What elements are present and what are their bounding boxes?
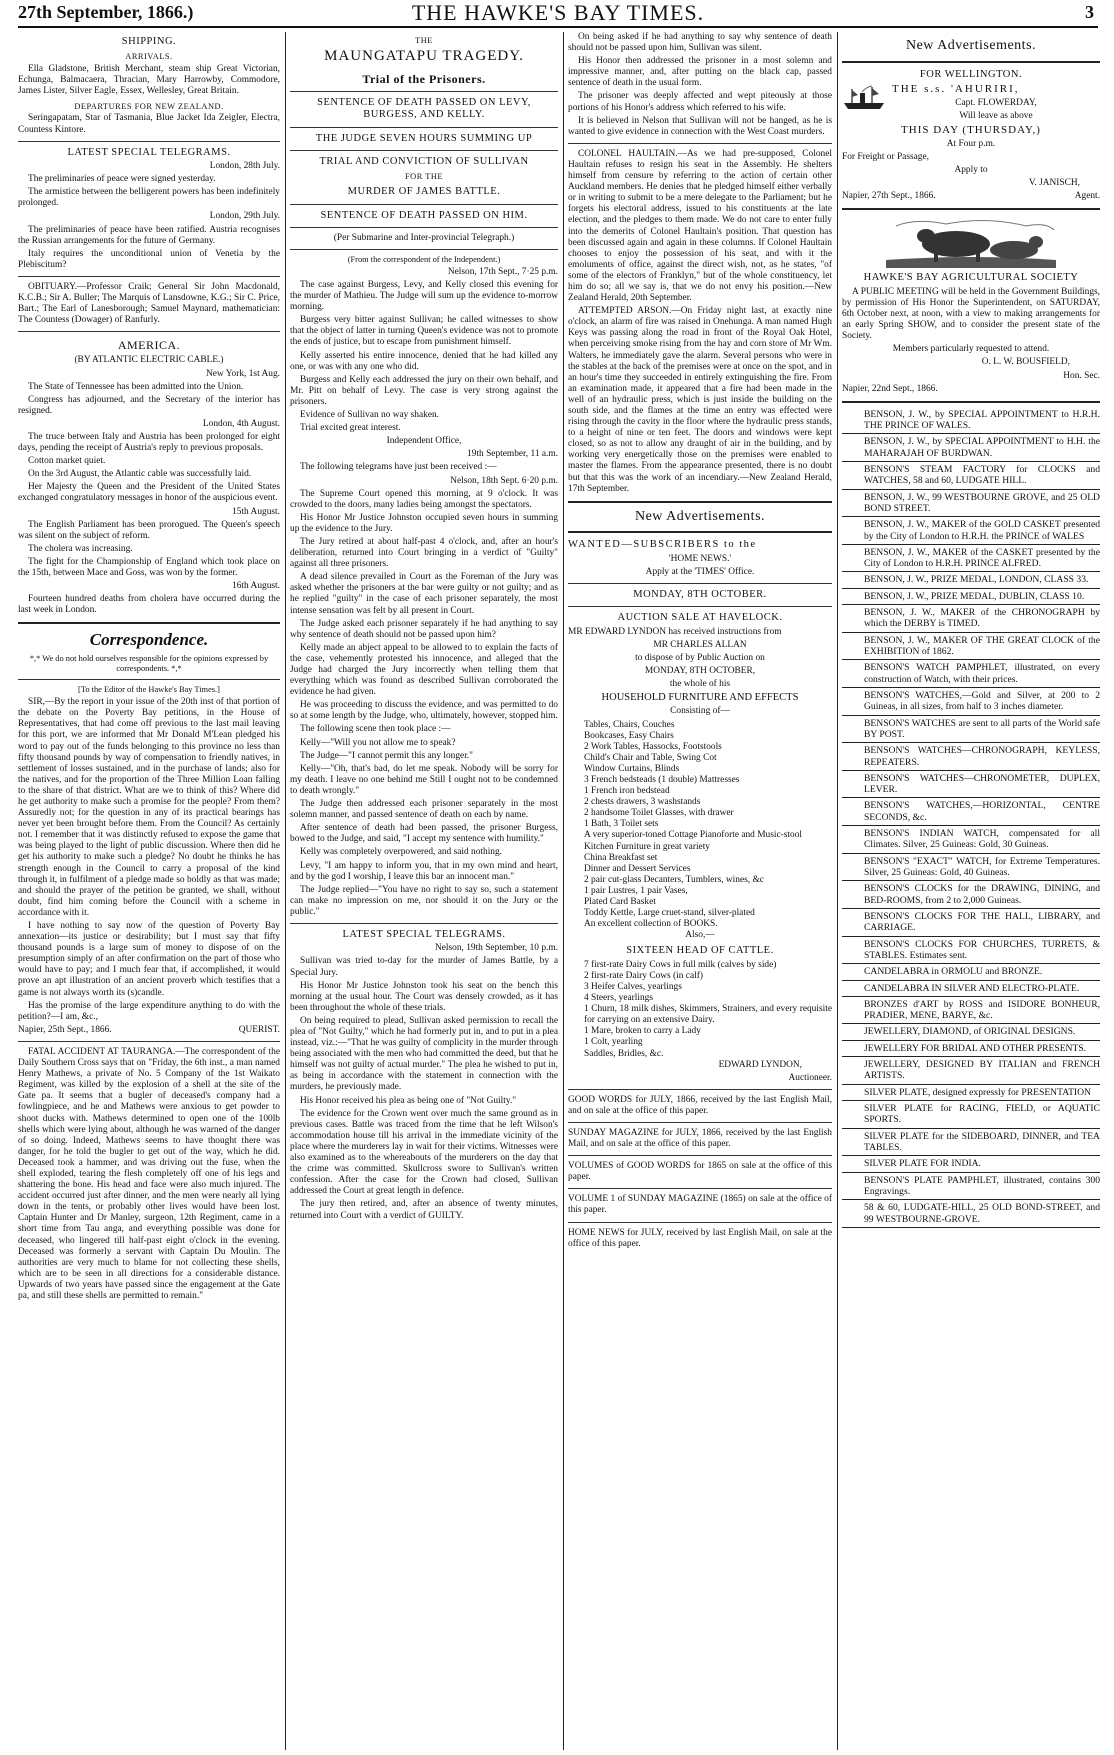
column-rule (563, 32, 564, 1750)
auction-text: the whole of his (669, 678, 731, 689)
paragraph: The case against Burgess, Levy, and Kelly closed this evening for the murder of Mathieu. The Judge will sum up the evidence to-morrow morning. (290, 280, 558, 313)
cattle-item: 2 first-rate Dairy Cows (in calf) (584, 970, 703, 981)
telegrams-heading: LATEST SPECIAL TELEGRAMS. (342, 928, 506, 940)
paragraph: The fight for the Championship of England which took place on the 15th, between Mace and Goss, was won by the former. (18, 556, 280, 578)
divider (290, 923, 558, 924)
cattle-item: 3 Heifer Calves, yearlings (584, 981, 682, 992)
divider (290, 227, 558, 228)
benson-ad-item: BRONZES d'ART by ROSS and ISIDORE BONHEUR, PRADIER, MENE, BARYE, &c. (842, 999, 1100, 1025)
paragraph: Her Majesty the Queen and the President of the United States exchanged congratulatory messages in honor of the auspicious event. (18, 482, 280, 504)
paragraph: Cotton market quiet. (28, 456, 106, 467)
arson-text: ATTEMPTED ARSON.—On Friday night last, at exactly nine o'clock, an alarm of fire was raised in Onehunga. A man named Hugh Keys was passing along the road in front of the Royal Oak Hotel, when perceiving smoke rising from the hay and corn store of Mr Wm. Walters, he immediately gave the alarm. Several persons who were in the stables at the back of the premises were at once on the spot, and in an hour's time they succeeded in entirely extinguishing the fire. From an examination made, it appeared that a fire had been made in the well of an hydraulic press, which is just inside the building on the south side, and the flames at the time an entry was effected were rising through the cavity in the floor where the hydraulic press stands, to a height of nine or ten feet. The doors and windows were kept closed, so as not to allow any draught of air in the building, and by working very energetically those on the premises were enabled to master the flames. From the appearance presented, there is no doubt but that this was the work of an incendiary.—New Zealand Herald, 17th September. (568, 306, 832, 494)
benson-ad-item: JEWELLERY, DESIGNED BY ITALIAN and FRENCH ARTISTS. (842, 1059, 1100, 1085)
benson-ad-item: BENSON, J. W., MAKER of the GOLD CASKET presented by the City of London to H.R.H. the PRINCE of WALES (842, 519, 1100, 545)
benson-ad-item: BENSON'S CLOCKS FOR CHURCHES, TURRETS, & STABLES. Estimates sent. (842, 939, 1100, 965)
divider (568, 501, 832, 503)
paragraph: Fourteen hundred deaths from cholera have occurred during the last week in London. (18, 594, 280, 616)
divider (568, 531, 832, 533)
paragraph: Burgess and Kelly each addressed the jury on their own behalf, and Mr. Pitt on behalf of Levy. The case is very strong against the prisoners. (290, 374, 558, 407)
cattle-item: 1 Colt, yearling (584, 1037, 643, 1048)
auction-items-list (568, 720, 832, 931)
subheading: THE JUDGE SEVEN HOURS SUMMING UP (315, 132, 533, 144)
steamer-date: Napier, 27th Sept., 1866. (842, 191, 936, 202)
auction-item: 2 handsome Toilet Glasses, with drawer (584, 808, 734, 819)
benson-ad-item: SILVER PLATE, designed expressly for PRESENTATION (842, 1087, 1100, 1101)
paragraph: Levy, "I am happy to inform you, that in my own mind and heart, and by the god I worship, I leave this bar an innocent man." (290, 860, 558, 882)
divider (18, 679, 280, 680)
paragraph: It is believed in Nelson that Sullivan will not be hanged, as he is wanted to give evidence in connection with the West Coast murders. (568, 115, 832, 137)
auction-item: 1 French iron bedstead (584, 786, 670, 797)
newspaper-title: THE HAWKE'S BAY TIMES. (411, 0, 705, 25)
auction-text: to dispose of by Public Auction on (635, 652, 765, 663)
dateline: New York, 1st Aug. (206, 368, 280, 379)
divider (18, 331, 280, 332)
auction-client: MR CHARLES ALLAN (653, 639, 747, 650)
paragraph: On the 3rd August, the Atlantic cable was successfully laid. (28, 469, 252, 480)
benson-ad-item: BENSON'S WATCHES,—HORIZONTAL, CENTRE SECONDS, &c. (842, 800, 1100, 826)
article-title: MAUNGATAPU TRAGEDY. (324, 47, 524, 64)
paragraph: The Jury retired at about half-past 4 o'clock, and, after an hour's deliberation, returned into Court bringing in a verdict of "Guilty" against all three prisoners. (290, 536, 558, 570)
divider (290, 204, 558, 205)
divider (842, 61, 1100, 63)
auction-item: An excellent collection of BOOKS. (584, 919, 718, 930)
divider (568, 143, 832, 144)
divider (568, 1122, 832, 1123)
steamship-icon (842, 85, 886, 111)
telegrams-heading: LATEST SPECIAL TELEGRAMS. (67, 146, 231, 158)
paragraph: His Honor Mr Justice Johnston took his seat on the bench this morning at the usual hour. The Court was densely crowded, as it has been throughout the whole of these trials. (290, 980, 558, 1013)
paragraph: Congress has adjourned, and the Secretary of the interior has resigned. (18, 394, 280, 416)
wanted-ad-paper: 'HOME NEWS.' (668, 553, 732, 564)
dateline: Nelson, 18th Sept. 6·20 p.m. (450, 475, 558, 486)
america-subheading: (BY ATLANTIC ELECTRIC CABLE.) (74, 355, 224, 366)
livestock-engraving-icon (886, 216, 1056, 268)
divider (18, 622, 280, 624)
auction-subject: HOUSEHOLD FURNITURE AND EFFECTS (601, 692, 799, 704)
paragraph: SIR,—By the report in your issue of the 20th inst of that portion of the debate on the Poverty Bay petitions, in the House of Representatives, that had come off previous to the last mail leaving for this port, we are informed that Mr Donald M'Lean pledged his word to pay out of the funds belonging to this province no less than fifty thousand pounds by way of compensation to friendly natives, in settlement of losses sustained, and in the purchase of lands; also for the natives, and for the proportion of the Three Million Loan falling to the share of that district. What are we to think of this? Where did he get authority to make such a promise for the people? From them? Assuredly not; for the question in any of its practical bearings has never yet been brought before them. From the Council? As certainly not. I remember that it was distinctly refused to expose the game that was being played to the light of public discussion. Where then did he get his authority to make such a pledge? No doubt he thinks he has strength enough in the Council to carry a proposal of the kind through it, in fulfilment of a pledge made so boldly as that was made; and should the prayer of the petition be granted, we shall, without doubt, find him coming before the Council with a scheme in accordance with it. (18, 697, 280, 918)
paragraph: The preliminaries of peace were signed yesterday. (28, 174, 216, 185)
auction-item: 2 chests drawers, 3 washstands (584, 797, 701, 808)
agricultural-society-heading: HAWKE'S BAY AGRICULTURAL SOCIETY (863, 272, 1079, 284)
auction-item: Dinner and Dessert Services (584, 863, 691, 874)
steamer-agent-line (842, 191, 1100, 202)
signature: QUERIST. (238, 1024, 280, 1035)
paragraph: The Judge replied—"You have no right to say so, such a statement can make no impression on me, nor should it on the Jury or the public." (290, 884, 558, 917)
paragraph: Kelly—"Oh, that's bad, do let me speak. Nobody will be sorry for my death. I leave no one behind me Still I ought not to be condemned to death wrongly." (290, 763, 558, 796)
auctioneer-name: EDWARD LYNDON, (718, 1059, 802, 1070)
divider (842, 208, 1100, 210)
paragraph: The State of Tennessee has been admitted into the Union. (28, 381, 244, 392)
benson-ad-item: BENSON'S WATCHES,—Gold and Silver, at 200 to 2 Guineas, in all sizes, from half to 3 inches diameter. (842, 690, 1100, 716)
benson-advertisements (842, 409, 1100, 1228)
home-news-ad: HOME NEWS for JULY, received by last English Mail, on sale at the office of this paper. (568, 1227, 832, 1249)
benson-ad-item: JEWELLERY FOR BRIDAL AND OTHER PRESENTS. (842, 1043, 1100, 1057)
paragraph: The Supreme Court opened this morning, at 9 o'clock. It was crowded to the doors, many ladies being amongst the spectators. (290, 488, 558, 510)
auction-item: Bookcases, Easy Chairs (584, 730, 674, 741)
correspondence-to: [To the Editor of the Hawke's Bay Times.] (78, 685, 220, 695)
paragraph: Trial excited great interest. (300, 423, 401, 434)
auction-intro: MR EDWARD LYNDON has received instructions from (568, 626, 782, 637)
dateline: Independent Office, (386, 436, 462, 447)
subheading: TRIAL AND CONVICTION OF SULLIVAN (319, 155, 529, 167)
america-heading: AMERICA. (117, 338, 181, 353)
wanted-ad: WANTED—SUBSCRIBERS to the (568, 539, 757, 551)
paragraph: The armistice between the belligerent powers has been indefinitely prolonged. (18, 187, 280, 209)
steamer-captain: Capt. FLOWERDAY, (955, 97, 1037, 108)
benson-ad-item: SILVER PLATE for RACING, FIELD, or AQUATIC SPORTS. (842, 1103, 1100, 1129)
cattle-list (568, 960, 832, 1060)
paragraph: I have nothing to say now of the question of Poverty Bay annexation—its justice or desirability; but I must say that fifty thousand pounds is a large sum of money to dispose of on the presumption simply of an after confirmation on the part of those who would have to pay; and I much fear that, if accomplished, it would prove an apt illustration of an ancient proverb which testifies that a game is not always worth its (s)candle. (18, 921, 280, 998)
paragraph: The jury then retired, and, after an absence of twenty minutes, returned into Court with a verdict of GUILTY. (290, 1199, 558, 1221)
dateline: 15th August. (232, 506, 280, 517)
paragraph: Kelly—"Will you not allow me to speak? (300, 737, 456, 748)
benson-ad-item: BENSON, J. W., MAKER of the CASKET presented by the City of London to H.R.H. PRINCE ALFRED. (842, 547, 1100, 573)
divider (290, 91, 558, 92)
benson-ad-item: BENSON, J. W., PRIZE MEDAL, DUBLIN, CLASS 10. (842, 591, 1100, 605)
for-wellington-heading: FOR WELLINGTON. (919, 68, 1023, 80)
steamer-apply: Apply to (954, 165, 988, 176)
subheading: FOR THE (404, 172, 443, 182)
paragraph: His Honor then addressed the prisoner in a most solemn and impressive manner, and, after putting on the black cap, passed sentence of death in the usual form. (568, 56, 832, 89)
auction-item: 1 Bath, 3 Toilet sets (584, 819, 659, 830)
subheading: (Per Submarine and Inter-provincial Telegraph.) (333, 232, 515, 243)
paragraph: Italy requires the unconditional union of Venetia by the Plebiscitum? (18, 248, 280, 270)
cattle-item: 4 Steers, yearlings (584, 993, 653, 1004)
paragraph: Burgess very bitter against Sullivan; he called witnesses to show that the object of latter in turning Queen's evidence was not to promote the ends of justice, but to escape from punishment himself. (290, 315, 558, 348)
paragraph: The evidence for the Crown went over much the same ground as in previous cases. Battle was traced from the time that he left Wilson's accommodation house till his arrival in the immediate vicinity of the place where the murderers lay in wait for their victims. Witnesses were also examined as to the whereabouts of the murderers on the day that the crime was committed. Skullcross swore to Sullivan's written confession. After the case for the Crown had closed, Sullivan addressed the Court at great length in defence. (290, 1108, 558, 1197)
dateline: 16th August. (232, 581, 280, 592)
column-4 (842, 32, 1100, 1750)
good-words-ad: GOOD WORDS for JULY, 1866, received by the last English Mail, and on sale at the office of this paper. (568, 1094, 832, 1116)
auction-item: Kitchen Furniture in great variety (584, 841, 710, 852)
paragraph: Has the promise of the large expenditure anything to do with the petition?—I am, &c., (18, 1000, 280, 1022)
volume1-ad: VOLUME 1 of SUNDAY MAGAZINE (1865) on sale at the office of this paper. (568, 1194, 832, 1216)
auction-text: Consisting of— (670, 706, 730, 717)
correspondence-note: *,* We do not hold ourselves responsible for the opinions expressed by correspondents. *,* (29, 654, 269, 674)
paragraph: The truce between Italy and Austria has been prolonged for eight days, pending the receipt of Austria's reply to previous proposals. (18, 431, 280, 454)
secretary-name: O. L. W. BOUSFIELD, (981, 357, 1070, 368)
subheading: SENTENCE OF DEATH PASSED ON LEVY, BURGESS, AND KELLY. (317, 96, 531, 121)
column-rule (837, 32, 838, 1750)
paragraph: The cholera was increasing. (28, 543, 133, 554)
divider (568, 1188, 832, 1189)
benson-ad-item: BENSON, J. W., 99 WESTBOURNE GROVE, and 25 OLD BOND STREET. (842, 492, 1100, 518)
column-1 (18, 32, 280, 1750)
agricultural-society-date: Napier, 22nd Sept., 1866. (842, 383, 938, 394)
auction-item: Window Curtains, Blinds (584, 763, 680, 774)
divider (18, 276, 280, 277)
benson-ad-item: BENSON, J. W., MAKER OF THE GREAT CLOCK of the EXHIBITION of 1862. (842, 635, 1100, 661)
volumes-ad: VOLUMES of GOOD WORDS for 1865 on sale at the office of this paper. (568, 1161, 832, 1183)
divider (568, 606, 832, 607)
divider (18, 1041, 280, 1042)
agricultural-society-note: Members particularly requested to attend. (892, 344, 1050, 355)
paragraph: A dead silence prevailed in Court as the Foreman of the Jury was asked whether the prisoners at the bar were guilty or not guilty; and as he replied "guilty" in the case of each prisoner separately, the most intense sensation was felt by all present in Court. (290, 572, 558, 616)
steamer-agent-name: V. JANISCH, (1028, 178, 1080, 189)
auction-item: 3 French bedsteads (1 double) Mattresses (584, 774, 740, 785)
dateline: London, 4th August. (202, 418, 280, 429)
column-3 (568, 32, 832, 1750)
benson-ad-item: BENSON'S CLOCKS for the DRAWING, DINING, and BED-ROOMS, from 2 to 2,000 Guineas. (842, 883, 1100, 909)
divider (290, 249, 558, 250)
divider (842, 401, 1100, 403)
paragraph: His Honor received his plea as being one of "Not Guilty." (300, 1095, 517, 1106)
obituary-text: OBITUARY.—Professor Craik; General Sir John Macdonald, K.C.B.; Sir A. Buller; The Marquis of Lansdowne, K.G.; Sir C. Price, Bart.; The Earl of Lanesborough; Samuel Maynard, mathematician: The Countess (Dowager) of Ranfurly. (18, 281, 280, 326)
cattle-item: 1 Mare, broken to carry a Lady (584, 1026, 701, 1037)
column-rule (285, 32, 286, 1750)
secretary-title: Hon. Sec. (1063, 370, 1100, 381)
benson-ad-item: SILVER PLATE FOR INDIA. (842, 1158, 1100, 1172)
paragraph: The following telegrams have just been received :— (300, 462, 497, 473)
paragraph: The Judge then addressed each prisoner separately in the most solemn manner, and passed sentence of death on each by name. (290, 799, 558, 821)
dateline: Nelson, 17th Sept., 7·25 p.m. (447, 266, 558, 277)
paragraph: He was proceeding to discuss the evidence, and was permitted to do so at some length by the Judge, who, ultimately, however, stopped him. (290, 700, 558, 722)
benson-ad-item: JEWELLERY, DIAMOND, of ORIGINAL DESIGNS. (842, 1026, 1100, 1040)
article-kicker: THE (415, 36, 433, 45)
paragraph: The preliminaries of peace have been ratified. Austria recognises the Russian arrangements for the future of Germany. (18, 224, 280, 246)
dateline: 19th September, 11 a.m. (467, 449, 558, 460)
dateline: Nelson, 19th September, 10 p.m. (434, 943, 558, 954)
benson-ad-item: BENSON, J. W., by SPECIAL APPOINTMENT to H.R.H. THE PRINCE OF WALES. (842, 409, 1100, 435)
divider (290, 127, 558, 128)
divider (290, 150, 558, 151)
source-note: (From the correspondent of the Independent.) (347, 255, 501, 264)
auction-date: MONDAY, 8TH OCTOBER. (633, 588, 767, 600)
paragraph: Kelly made an abject appeal to be allowed to to explain the facts of the case, vehemently protested his innocence, and alleged that the Judge had charged the Jury incorrectly when telling them that everything which was found as described Sullivan corroborated the evidence he had given. (290, 642, 558, 698)
paragraph: The English Parliament has been prorogued. The Queen's speech was silent on the subject of reform. (18, 519, 280, 541)
column-2 (290, 32, 558, 1750)
dateline: London, 28th July. (209, 161, 280, 172)
benson-ad-item: BENSON'S INDIAN WATCH, compensated for all Climates. Silver, 25 Guineas: Gold, 30 Guineas. (842, 828, 1100, 854)
steamer-day: THIS DAY (THURSDAY,) (901, 124, 1041, 137)
benson-ad-item: BENSON, J. W., PRIZE MEDAL, LONDON, CLASS 33. (842, 574, 1100, 588)
divider (568, 583, 832, 584)
benson-ad-item: BENSON'S PLATE PAMPHLET, illustrated, contains 300 Engravings. (842, 1175, 1100, 1201)
auction-item: Child's Chair and Table, Swing Cot (584, 752, 717, 763)
departures-text: Seringapatam, Star of Tasmania, Blue Jacket Ida Zeigler, Electra, Countess Kintore. (18, 113, 280, 135)
paragraph: The Judge asked each prisoner separately if he had anything to say why sentence of death should not be passed upon him? (290, 618, 558, 640)
paragraph: On being required to plead, Sullivan asked permission to recall the plea of "Not Guilty," which he had formerly put in, and to put in a plea instead, viz.:—"That he was guilty of complicity in the murder through being associated with the men who had committed the deed, but that he himself was not guilty of actual murder." The plea he wished to put in, as being in accordance with the statement in connection with the murders, he previously made. (290, 1015, 558, 1093)
paragraph: His Honor Mr Justice Johnston occupied seven hours in summing up the evidence to the Jury. (290, 512, 558, 534)
subheading: MURDER OF JAMES BATTLE. (347, 186, 501, 198)
shipping-heading: SHIPPING. (121, 36, 177, 47)
auction-date-line: MONDAY, 8TH OCTOBER, (644, 665, 756, 676)
correspondence-heading: Correspondence. (89, 630, 209, 650)
benson-ad-item: BENSON, J. W., by SPECIAL APPOINTMENT to H.H. the MAHARAJAH OF BURDWAN. (842, 436, 1100, 462)
arrivals-text: Ella Gladstone, British Merchant, steam ship Great Victorian, Echunga, Balmacaera, Thracian, Mary Harrowby, Commodore, James Lister, Silver Eagle, Essex, Wellesley, Great Britain. (18, 64, 280, 97)
benson-ad-item: 58 & 60, LUDGATE-HILL, 25 OLD BOND-STREET, and 99 WESTBOURNE-GROVE. (842, 1202, 1100, 1228)
benson-ad-item: BENSON'S WATCH PAMPHLET, illustrated, on every construction of Watch, with their prices. (842, 662, 1100, 688)
steamer-freight: For Freight or Passage, (842, 152, 929, 163)
paragraph: The following scene then took place :— (300, 724, 451, 735)
benson-ad-item: BENSON'S CLOCKS FOR THE HALL, LIBRARY, and CARRIAGE. (842, 911, 1100, 937)
benson-ad-item: BENSON'S "EXACT" WATCH, for Extreme Temperatures. Silver, 25 Guineas: Gold, 40 Guineas. (842, 856, 1100, 882)
auction-item: 1 pair Lustres, 1 pair Vases, (584, 885, 688, 896)
masthead (18, 0, 1098, 28)
benson-ad-item: CANDELABRA in ORMOLU and BRONZE. (842, 966, 1100, 980)
benson-ad-item: BENSON'S WATCHES—CHRONOMETER, DUPLEX, LEVER. (842, 773, 1100, 799)
auctioneer-title: Auctioneer. (788, 1072, 832, 1083)
paragraph: On being asked if he had anything to say why sentence of death should not be passed upon him, Sullivan was silent. (568, 32, 832, 54)
benson-ad-item: BENSON, J. W., MAKER of the CHRONOGRAPH by which the DERBY is TIMED. (842, 607, 1100, 633)
subheading: SENTENCE OF DEATH PASSED ON HIM. (320, 209, 528, 221)
cattle-heading: SIXTEEN HEAD OF CATTLE. (626, 945, 774, 957)
sunday-magazine-ad: SUNDAY MAGAZINE for JULY, 1866, received by the last English Mail, and on sale at the office of this paper. (568, 1127, 832, 1150)
auction-item: 2 pair cut-glass Decanters, Tumblers, wines, &c (584, 874, 764, 885)
divider (18, 141, 280, 142)
arrivals-heading: ARRIVALS. (125, 52, 173, 62)
auction-heading: AUCTION SALE AT HAVELOCK. (617, 612, 783, 624)
signature-line (18, 1025, 280, 1036)
divider (568, 1155, 832, 1156)
cattle-item: 7 first-rate Dairy Cows in full milk (calves by side) (584, 959, 777, 970)
paragraph: Kelly was completely overpowered, and said nothing. (300, 847, 503, 858)
paragraph: The Judge—"I cannot permit this any longer." (300, 750, 473, 761)
steamer-text: Will leave as above (959, 110, 1033, 121)
departures-heading: DEPARTURES FOR NEW ZEALAND. (74, 101, 224, 111)
fatal-accident-text: FATAL ACCIDENT AT TAURANGA.—The correspondent of the Daily Southern Cross says that on "Friday, the 6th inst., a man named Henry Mathews, a private of No. 5 Company of the 1st Waikato Regiment, was killed by the explosion of a shell at the site of the Gate pa. It seems that a bugler of deceased's company had a fowlingpiece, and he and Mathews were anxious to get powder to shoot ducks with. Mathews determined to open one of the 100lb shells which were lying about, although he was warned of the danger of so doing. Indeed, Mathews seems to have thought there was danger, for he told the bugler to get out of the way, which he did. Deceased took a hammer, and was driving out the fuse, when the shell exploded, tearing the flesh completely off one of his legs and shattering the bone. His head and face were also much injured. The accident occurred just after dinner, and the men were nearly all lying down in the tents, or probably other lives would have been lost. Captain Hunter and Dr Manley, surgeon, 12th Regiment, came in a short time from Tau anga, and everything possible was done for deceased, who lingered till half-past eight o'clock in the evening. Deceased was formerly a servant with Captain Du Moulin. The authorities are very much to blame for not collecting these shells, which are to be seen in all directions for a considerable distance. Upwards of two years have passed since the engagement at the Gate pa, and still these shells are permitted to remain." (18, 1046, 280, 1302)
benson-ad-item: BENSON'S WATCHES are sent to all parts of the World safe BY POST. (842, 718, 1100, 744)
signature-place: Napier, 25th Sept., 1866. (18, 1024, 112, 1035)
auction-item: Toddy Kettle, Large cruet-stand, silver-plated (584, 908, 755, 919)
haultain-text: COLONEL HAULTAIN.—As we had pre-supposed, Colonel Haultain refuses to resign his seat in the Assembly. He shelters himself from censure by referring to the action of certain other Auckland members. He denies that he pledged himself either verbally or in writing to submit to be a mere delegate to the Parliament; but he forgets his electoral address, issued to his constituents at the late election, and the pledges to them made. We do not care to enter fully into the demerits of Colonel Haultain's position. That question has been discussed again and again in these columns. If Colonel Haultain chooses to enjoy the possession of his seat, and with it the emoluments of office, against the direct wish, not, as he states, "of some of the electors of Franklyn," but of the whole constituency, let him do so; all we say is, that we do not envy his position.—New Zealand Herald, 20th September. (568, 148, 832, 304)
dateline: London, 29th July. (209, 211, 280, 222)
steamer-time: At Four p.m. (946, 139, 996, 150)
auction-item: A very superior-toned Cottage Pianoforte and Music-stool (584, 830, 802, 841)
benson-ad-item: BENSON'S WATCHES—CHRONOGRAPH, KEYLESS, REPEATERS. (842, 745, 1100, 771)
paragraph: After sentence of death had been passed, the prisoner Burgess, bowed to the Judge, and said, "I accept my sentence with humility." (290, 823, 558, 845)
auction-item: Tables, Chairs, Couches (584, 719, 675, 730)
steamer-name: THE s.s. 'AHURIRI, (892, 82, 1020, 95)
cattle-item: Saddles, Bridles, &c. (584, 1048, 664, 1059)
auction-item: China Breakfast set (584, 852, 658, 863)
agricultural-society-text: A PUBLIC MEETING will be held in the Government Buildings, by permission of His Honor the Superintendent, on SATURDAY, 6th October next, at noon, with a view to making arrangements for an early Spring SHOW, and to consider the present state of the Society. (842, 286, 1100, 342)
benson-ad-item: CANDELABRA IN SILVER AND ELECTRO-PLATE. (842, 983, 1100, 997)
article-subtitle: Trial of the Prisoners. (362, 71, 486, 86)
page-number: 3 (1085, 2, 1094, 22)
divider (568, 1222, 832, 1223)
paragraph: Sullivan was tried to-day for the murder of James Battle, by a Special Jury. (290, 956, 558, 978)
auction-item: Plated Card Basket (584, 897, 656, 908)
paragraph: The prisoner was deeply affected and wept piteously at those portions of his Honor's address which referred to his wife. (568, 91, 832, 113)
issue-date: 27th September, 1866.) (18, 2, 194, 22)
paragraph: Kelly asserted his entire innocence, denied that he had killed any one, or was with any one who did. (290, 350, 558, 372)
auction-item: 2 Work Tables, Hassocks, Footstools (584, 741, 722, 752)
paragraph: Evidence of Sullivan no way shaken. (300, 410, 440, 421)
steamer-agent-title: Agent. (1074, 191, 1100, 202)
auction-also: Also,— (685, 930, 715, 941)
steamer-ad (842, 83, 1100, 203)
cattle-item: 1 Churn, 18 milk dishes, Skimmers, Strainers, and every requisite for carrying on an extensive Dairy. (584, 1004, 832, 1026)
new-advertisements-heading: New Advertisements. (634, 508, 766, 524)
benson-ad-item: BENSON'S STEAM FACTORY for CLOCKS and WATCHES, 58 and 60, LUDGATE HILL. (842, 464, 1100, 490)
new-advertisements-heading: New Advertisements. (905, 38, 1037, 53)
divider (568, 1089, 832, 1090)
benson-ad-item: SILVER PLATE for the SIDEBOARD, DINNER, and TEA TABLES. (842, 1131, 1100, 1157)
wanted-ad-apply: Apply at the 'TIMES' Office. (645, 566, 755, 577)
